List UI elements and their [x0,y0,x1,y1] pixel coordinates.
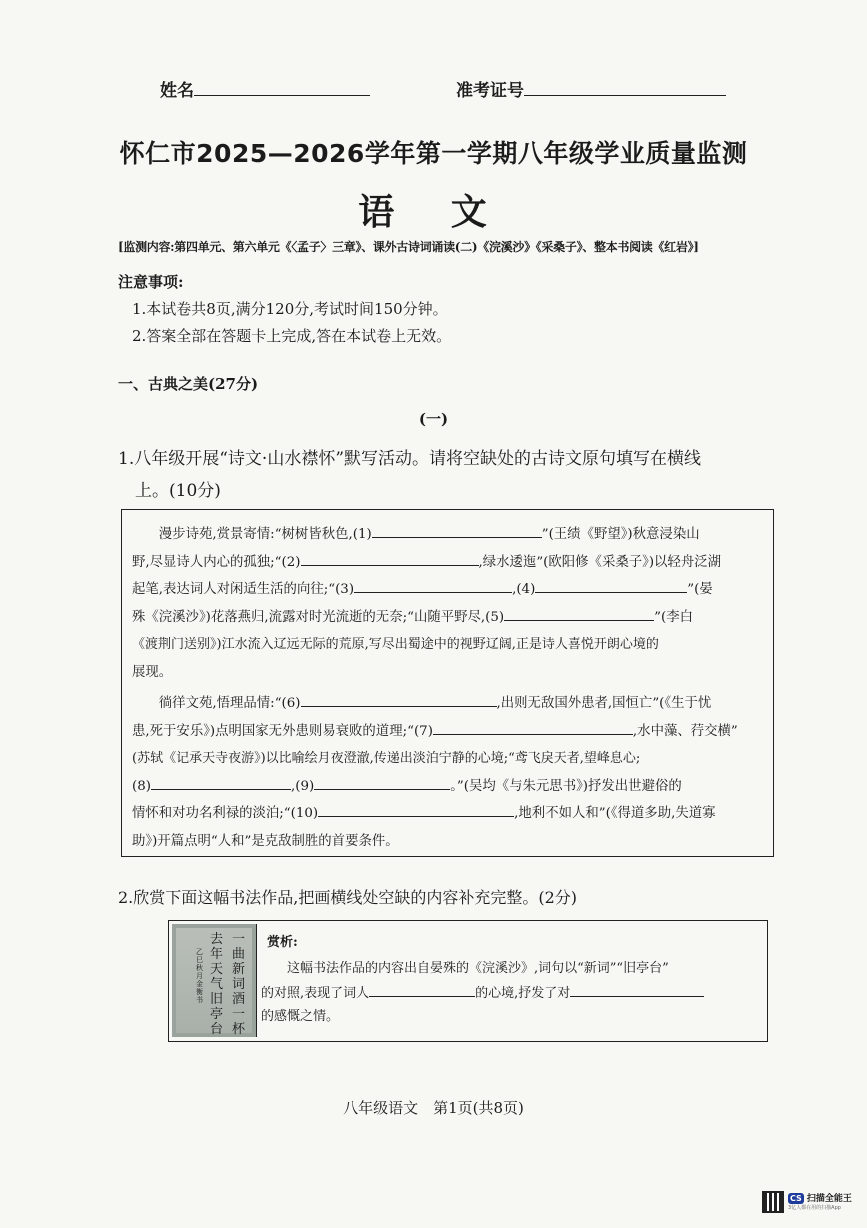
answer-blank [372,521,542,538]
notice-heading: 注意事项: [118,273,184,291]
dictation-line: (8) ,(9) 。”(吴均《与朱元思书》)抒发出世避俗的 [122,773,773,801]
dictation-line: (苏轼《记承天寺夜游》)以比喻绘月夜澄澈,传递出淡泊宁静的心境;“鸢飞戾天者,望峰息心; [132,751,641,766]
scanner-watermark [762,1186,858,1218]
answer-blank [570,980,704,997]
dictation-line: 起笔,表达词人对闲适生活的向往;“(3) ,(4) ”(晏 [122,576,773,604]
calligraphy-column: 一曲新词酒一杯 [232,932,246,1037]
name-field [160,76,370,101]
calligraphy-image [172,924,257,1037]
dictation-paragraph: 徜徉文苑,悟理品情:“(6) ,出则无敌国外患者,国恒亡”(《生于忧 [122,690,773,718]
dictation-line: 展现。 [132,664,173,680]
answer-blank [369,980,475,997]
question-2-stem: 2.欣赏下面这幅书法作品,把画横线处空缺的内容补充完整。(2分) [118,888,578,907]
dictation-line: 《渡荆门送别》)江水流入辽远无际的荒原,写尽出蜀途中的视野辽阔,正是诗人喜悦开朗心境的 [132,637,659,652]
appreciation-heading: 赏析: [267,935,298,950]
calligraphy-box [168,920,768,1042]
scanner-logo: CS [790,1193,802,1203]
name-blank [194,79,370,96]
answer-blank [151,773,291,790]
name-label: 姓名 [160,81,194,101]
answer-blank [504,604,654,621]
page-footer: 八年级语文 第1页(共8页) [343,1099,524,1117]
qr-code-icon [762,1191,784,1213]
dictation-line: 野,尽显诗人内心的孤独;“(2) ,绿水逶迤”(欧阳修《采桑子》)以轻舟泛湖 [122,549,773,577]
answer-blank [535,576,687,593]
question-1-line: 1.八年级开展“诗文·山水襟怀”默写活动。请将空缺处的古诗文原句填写在横线 [118,449,702,469]
exam-id-blank [524,79,726,96]
answer-blank [354,576,512,593]
dictation-line: 助》)开篇点明“人和”是克敌制胜的首要条件。 [132,833,399,849]
appreciation-text [261,957,761,1028]
watermark-sub: 3亿人都在用的扫描App [788,1204,841,1211]
dictation-paragraph: 漫步诗苑,赏景寄情:“树树皆秋色,(1) ”(王绩《野望》)秋意浸染山 [122,521,773,549]
notice-item: 1.本试卷共8页,满分120分,考试时间150分钟。 [132,300,448,318]
calligraphy-column: 去年天气旧亭台 [210,932,224,1037]
question-1-line: 上。(10分) [135,481,221,501]
exam-title: 怀仁市2025—2026学年第一学期八年级学业质量监测 [119,139,748,168]
appreciation-line: 这幅书法作品的内容出自晏殊的《浣溪沙》,词句以“新词”“旧亭台” [287,961,669,976]
subject-title: 语 文 [358,192,509,233]
appreciation-line: 的对照,表现了词人 的心境,抒发了对 [261,980,761,1005]
answer-blank [433,718,633,735]
calligraphy-inscription: 乙巳秋月金衡书 [196,948,203,1004]
appreciation-line: 的感慨之情。 [261,1009,340,1024]
exam-id-field [456,76,726,101]
notice-item: 2.答案全部在答题卡上完成,答在本试卷上无效。 [132,327,452,345]
dictation-box [121,509,774,857]
exam-id-label: 准考证号 [456,81,524,101]
section-heading: 一、古典之美(27分) [118,375,259,393]
answer-blank [314,773,450,790]
question-1-stem [118,443,778,507]
answer-blank [301,549,479,566]
answer-blank [301,690,497,707]
answer-blank [318,800,514,817]
sub-section-heading: (一) [418,410,449,428]
dictation-line: 情怀和对功名利禄的淡泊;“(10) ,地利不如人和”(《得道多助,失道寡 [122,800,773,828]
watermark-name: CS 扫描全能王 [790,1193,852,1204]
dictation-line: 患,死于安乐》)点明国家无外患则易衰败的道理;“(7) ,水中藻、荇交横” [122,718,773,746]
dictation-line: 殊《浣溪沙》)花落燕归,流露对时光流逝的无奈;“山随平野尽,(5) ”(李白 [122,604,773,632]
exam-scope: [监测内容:第四单元、第六单元《〈孟子〉三章》、课外古诗词诵读(二)《浣溪沙》《采桑子》、整本书阅读《红岩》] [118,240,699,254]
